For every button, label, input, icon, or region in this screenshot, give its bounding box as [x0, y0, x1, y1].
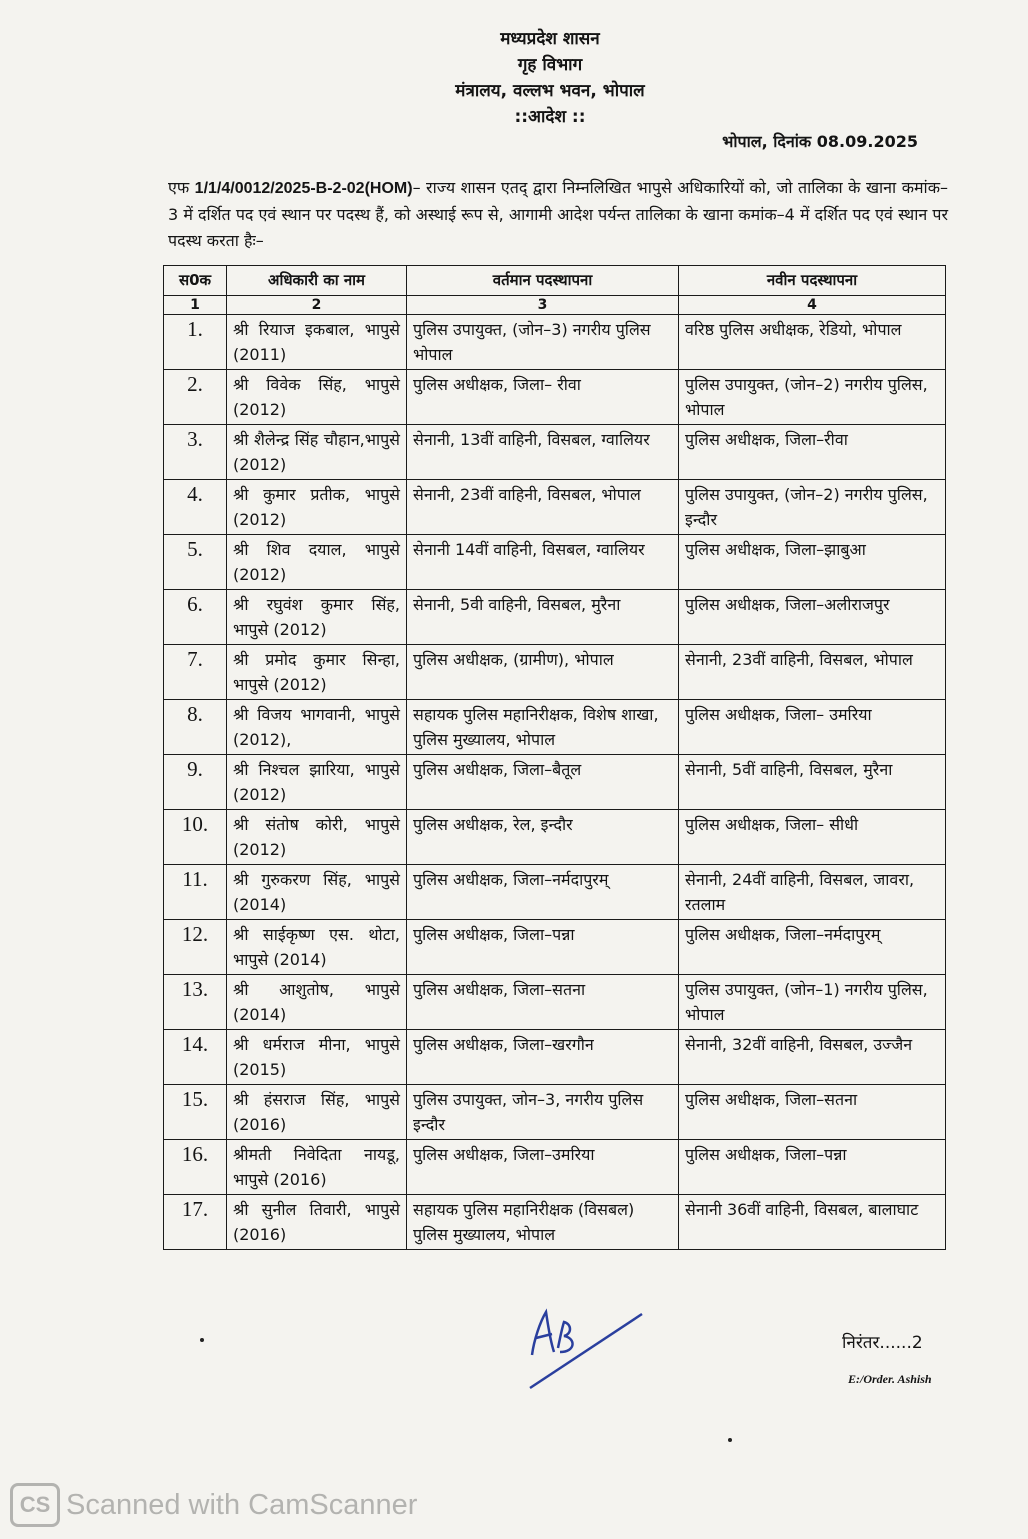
serial-number-cell: 8.	[164, 700, 227, 755]
new-posting-cell: पुलिस अधीक्षक, जिला–नर्मदापुरम्	[679, 920, 946, 975]
watermark-text: Scanned with CamScanner	[66, 1488, 418, 1521]
current-posting-cell: पुलिस अधीक्षक, जिला–सतना	[407, 975, 679, 1030]
column-number: 3	[407, 296, 679, 315]
new-posting-cell: पुलिस उपायुक्त, (जोन–2) नगरीय पुलिस, इन्दौर	[679, 480, 946, 535]
order-reference: E:/Order. Ashish	[848, 1372, 932, 1386]
officer-name-cell: श्री विवेक सिंह, भापुसे (2012)	[227, 370, 407, 425]
serial-number-cell: 16.	[164, 1140, 227, 1195]
table-row	[164, 975, 946, 1030]
officer-name-cell: श्री विजय भागवानी, भापुसे (2012),	[227, 700, 407, 755]
intro-text: – राज्य शासन एतद् द्वारा निम्नलिखित भापुसे अधिकारियों को, जो तालिका के खाना कमांक–3 में दर्शित पद एवं स्थान पर पदस्थ हैं, को अस्थाई रूप से, आगामी आदेश पर्यन्त तालिका के खाना कमांक–4 में दर्शित पद एवं स्थान पर पदस्थ करता हैः–	[168, 178, 948, 250]
current-posting-cell: पुलिस अधीक्षक, जिला–बैतूल	[407, 755, 679, 810]
table-row	[164, 370, 946, 425]
table-row	[164, 810, 946, 865]
new-posting-cell: सेनानी, 5वीं वाहिनी, विसबल, मुरैना	[679, 755, 946, 810]
table-row	[164, 645, 946, 700]
new-posting-cell: पुलिस अधीक्षक, जिला–पन्ना	[679, 1140, 946, 1195]
table-row	[164, 755, 946, 810]
new-posting-cell: पुलिस अधीक्षक, जिला–झाबुआ	[679, 535, 946, 590]
officer-name-cell: श्री निश्चल झारिया, भापुसे (2012)	[227, 755, 407, 810]
new-posting-cell: सेनानी 36वीं वाहिनी, विसबल, बालाघाट	[679, 1195, 946, 1250]
new-posting-cell: पुलिस अधीक्षक, जिला– सीधी	[679, 810, 946, 865]
table-row	[164, 535, 946, 590]
new-posting-cell: सेनानी, 24वीं वाहिनी, विसबल, जावरा, रतलाम	[679, 865, 946, 920]
header-department: गृह विभाग	[517, 55, 583, 75]
header-current-posting: वर्तमान पदस्थापना	[407, 266, 679, 296]
camscanner-watermark	[10, 1483, 417, 1527]
current-posting-cell: सेनानी, 5वी वाहिनी, विसबल, मुरैना	[407, 590, 679, 645]
current-posting-cell: पुलिस अधीक्षक, जिला–खरगौन	[407, 1030, 679, 1085]
serial-number-cell: 11.	[164, 865, 227, 920]
table-row	[164, 425, 946, 480]
signature-mark	[520, 1300, 650, 1395]
serial-number-cell: 2.	[164, 370, 227, 425]
transfer-table	[163, 265, 946, 1250]
new-posting-cell: पुलिस अधीक्षक, जिला–सतना	[679, 1085, 946, 1140]
column-number-row	[164, 296, 946, 315]
serial-number-cell: 9.	[164, 755, 227, 810]
current-posting-cell: पुलिस अधीक्षक, रेल, इन्दौर	[407, 810, 679, 865]
table-row	[164, 1085, 946, 1140]
header-government: मध्यप्रदेश शासन	[500, 29, 600, 49]
new-posting-cell: पुलिस अधीक्षक, जिला–रीवा	[679, 425, 946, 480]
table-row	[164, 1030, 946, 1085]
column-number: 1	[164, 296, 227, 315]
current-posting-cell: सहायक पुलिस महानिरीक्षक (विसबल) पुलिस मुख्यालय, भोपाल	[407, 1195, 679, 1250]
new-posting-cell: पुलिस उपायुक्त, (जोन–2) नगरीय पुलिस, भोपाल	[679, 370, 946, 425]
serial-number-cell: 17.	[164, 1195, 227, 1250]
table-row	[164, 1195, 946, 1250]
current-posting-cell: पुलिस अधीक्षक, जिला–उमरिया	[407, 1140, 679, 1195]
intro-prefix: एफ	[168, 178, 195, 197]
officer-name-cell: श्री हंसराज सिंह, भापुसे (2016)	[227, 1085, 407, 1140]
serial-number-cell: 6.	[164, 590, 227, 645]
current-posting-cell: पुलिस अधीक्षक, जिला– रीवा	[407, 370, 679, 425]
order-intro	[168, 175, 948, 254]
current-posting-cell: पुलिस अधीक्षक, जिला–पन्ना	[407, 920, 679, 975]
serial-number-cell: 15.	[164, 1085, 227, 1140]
new-posting-cell: वरिष्ठ पुलिस अधीक्षक, रेडियो, भोपाल	[679, 315, 946, 370]
officer-name-cell: श्री कुमार प्रतीक, भापुसे (2012)	[227, 480, 407, 535]
table-row	[164, 590, 946, 645]
officer-name-cell: श्री संतोष कोरी, भापुसे (2012)	[227, 810, 407, 865]
table-row	[164, 700, 946, 755]
header-order-title: ::आदेश ::	[514, 107, 586, 127]
table-row	[164, 1140, 946, 1195]
officer-name-cell: श्री गुरुकरण सिंह, भापुसे (2014)	[227, 865, 407, 920]
new-posting-cell: पुलिस उपायुक्त, (जोन–1) नगरीय पुलिस, भोपाल	[679, 975, 946, 1030]
officer-name-cell: श्री आशुतोष, भापुसे (2014)	[227, 975, 407, 1030]
table-row	[164, 920, 946, 975]
officer-name-cell: श्री सुनील तिवारी, भापुसे (2016)	[227, 1195, 407, 1250]
order-date: भोपाल, दिनांक 08.09.2025	[722, 132, 918, 151]
officer-name-cell: श्री शैलेन्द्र सिंह चौहान,भापुसे (2012)	[227, 425, 407, 480]
current-posting-cell: पुलिस उपायुक्त, (जोन–3) नगरीय पुलिस भोपाल	[407, 315, 679, 370]
new-posting-cell: सेनानी, 23वीं वाहिनी, विसबल, भोपाल	[679, 645, 946, 700]
officer-name-cell: श्री धर्मराज मीना, भापुसे (2015)	[227, 1030, 407, 1085]
officer-name-cell: श्री साईकृष्ण एस. थोटा, भापुसे (2014)	[227, 920, 407, 975]
header-officer-name: अधिकारी का नाम	[227, 266, 407, 296]
new-posting-cell: पुलिस अधीक्षक, जिला–अलीराजपुर	[679, 590, 946, 645]
current-posting-cell: सेनानी 14वीं वाहिनी, विसबल, ग्वालियर	[407, 535, 679, 590]
table-header-row	[164, 266, 946, 296]
officer-name-cell: श्री रियाज इकबाल, भापुसे (2011)	[227, 315, 407, 370]
serial-number-cell: 3.	[164, 425, 227, 480]
serial-number-cell: 13.	[164, 975, 227, 1030]
serial-number-cell: 14.	[164, 1030, 227, 1085]
current-posting-cell: पुलिस उपायुक्त, जोन–3, नगरीय पुलिस इन्दौर	[407, 1085, 679, 1140]
officer-name-cell: श्री शिव दयाल, भापुसे (2012)	[227, 535, 407, 590]
current-posting-cell: सेनानी, 13वीं वाहिनी, विसबल, ग्वालियर	[407, 425, 679, 480]
officer-name-cell: श्री प्रमोद कुमार सिन्हा, भापुसे (2012)	[227, 645, 407, 700]
table-body	[164, 315, 946, 1250]
column-number: 4	[679, 296, 946, 315]
header-address: मंत्रालय, वल्लभ भवन, भोपाल	[455, 81, 645, 101]
current-posting-cell: पुलिस अधीक्षक, जिला–नर्मदापुरम्	[407, 865, 679, 920]
column-number: 2	[227, 296, 407, 315]
table-row	[164, 480, 946, 535]
table-row	[164, 865, 946, 920]
header-new-posting: नवीन पदस्थापना	[679, 266, 946, 296]
serial-number-cell: 10.	[164, 810, 227, 865]
officer-name-cell: श्रीमती निवेदिता नायडू, भापुसे (2016)	[227, 1140, 407, 1195]
serial-number-cell: 4.	[164, 480, 227, 535]
camscanner-logo-icon: CS	[10, 1483, 60, 1527]
scan-speck	[200, 1338, 204, 1342]
new-posting-cell: सेनानी, 32वीं वाहिनी, विसबल, उज्जैन	[679, 1030, 946, 1085]
table-row	[164, 315, 946, 370]
order-number: 1/1/4/0012/2025-B-2-02(HOM)	[194, 180, 413, 197]
serial-number-cell: 12.	[164, 920, 227, 975]
current-posting-cell: सेनानी, 23वीं वाहिनी, विसबल, भोपाल	[407, 480, 679, 535]
scan-speck	[728, 1438, 732, 1442]
new-posting-cell: पुलिस अधीक्षक, जिला– उमरिया	[679, 700, 946, 755]
header-serial: स0क	[164, 266, 227, 296]
officer-name-cell: श्री रघुवंश कुमार सिंह, भापुसे (2012)	[227, 590, 407, 645]
current-posting-cell: सहायक पुलिस महानिरीक्षक, विशेष शाखा, पुलिस मुख्यालय, भोपाल	[407, 700, 679, 755]
serial-number-cell: 1.	[164, 315, 227, 370]
current-posting-cell: पुलिस अधीक्षक, (ग्रामीण), भोपाल	[407, 645, 679, 700]
serial-number-cell: 5.	[164, 535, 227, 590]
serial-number-cell: 7.	[164, 645, 227, 700]
continued-note: निरंतर......2	[842, 1333, 923, 1353]
